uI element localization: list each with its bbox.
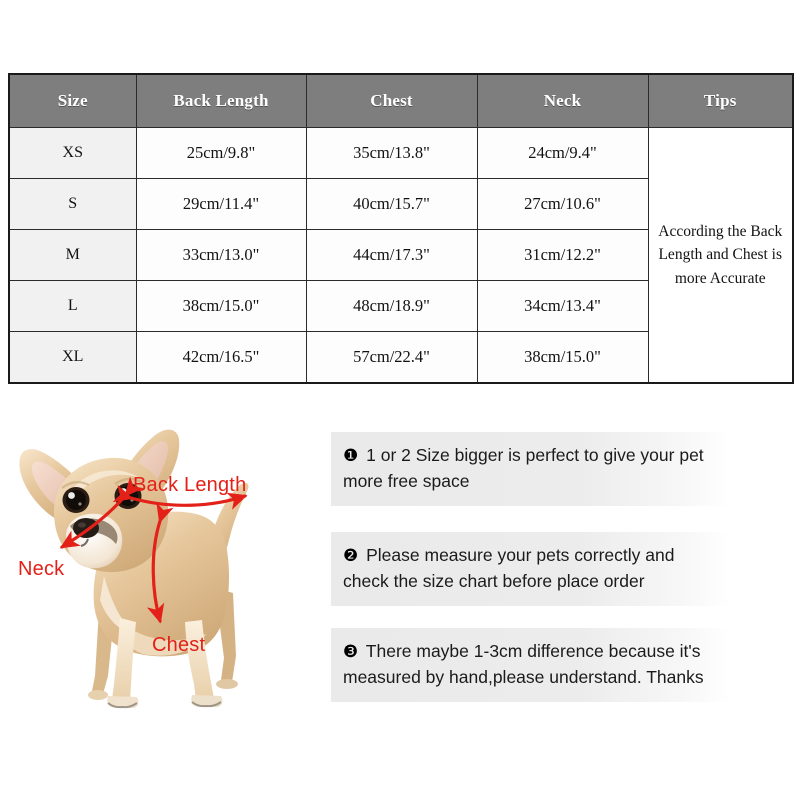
column-header-neck: Neck [477, 74, 648, 128]
cell-size: L [9, 281, 136, 332]
cell-chest: 44cm/17.3" [306, 230, 477, 281]
cell-size: XL [9, 332, 136, 384]
tip-number-icon-1: ❶ [343, 446, 359, 466]
cell-neck: 38cm/15.0" [477, 332, 648, 384]
tip-text-2: Please measure your pets correctly and check the size chart before place order [343, 545, 675, 592]
cell-neck: 31cm/12.2" [477, 230, 648, 281]
cell-chest: 40cm/15.7" [306, 179, 477, 230]
cell-back-length: 29cm/11.4" [136, 179, 306, 230]
cell-chest: 57cm/22.4" [306, 332, 477, 384]
cell-neck: 27cm/10.6" [477, 179, 648, 230]
cell-tips-note: According the Back Length and Chest is more Accurate [648, 128, 793, 384]
column-header-back-length: Back Length [136, 74, 306, 128]
column-header-chest: Chest [306, 74, 477, 128]
cell-back-length: 42cm/16.5" [136, 332, 306, 384]
cell-back-length: 33cm/13.0" [136, 230, 306, 281]
label-back-length: Back Length [133, 474, 247, 496]
cell-back-length: 25cm/9.8" [136, 128, 306, 179]
cell-neck: 24cm/9.4" [477, 128, 648, 179]
cell-size: XS [9, 128, 136, 179]
label-neck: Neck [18, 558, 65, 580]
table-header-row [9, 74, 793, 128]
tip-text-3: There maybe 1-3cm difference because it's measured by hand,please understand. Thanks [343, 641, 704, 688]
cell-chest: 35cm/13.8" [306, 128, 477, 179]
cell-neck: 34cm/13.4" [477, 281, 648, 332]
column-header-tips: Tips [648, 74, 793, 128]
tip-panel-1 [331, 432, 731, 506]
size-chart-table [8, 73, 794, 384]
label-chest: Chest [152, 634, 206, 656]
size-chart-table-container [8, 73, 792, 384]
tip-panel-2 [331, 532, 731, 606]
tip-number-icon-3: ❸ [343, 642, 359, 662]
tip-number-icon-2: ❷ [343, 546, 359, 566]
tip-panel-3 [331, 628, 731, 702]
tip-text-1: 1 or 2 Size bigger is perfect to give your pet more free space [343, 445, 704, 492]
cell-size: M [9, 230, 136, 281]
cell-size: S [9, 179, 136, 230]
table-row [9, 128, 793, 179]
cell-chest: 48cm/18.9" [306, 281, 477, 332]
column-header-size: Size [9, 74, 136, 128]
cell-back-length: 38cm/15.0" [136, 281, 306, 332]
dog-nose [73, 518, 99, 538]
